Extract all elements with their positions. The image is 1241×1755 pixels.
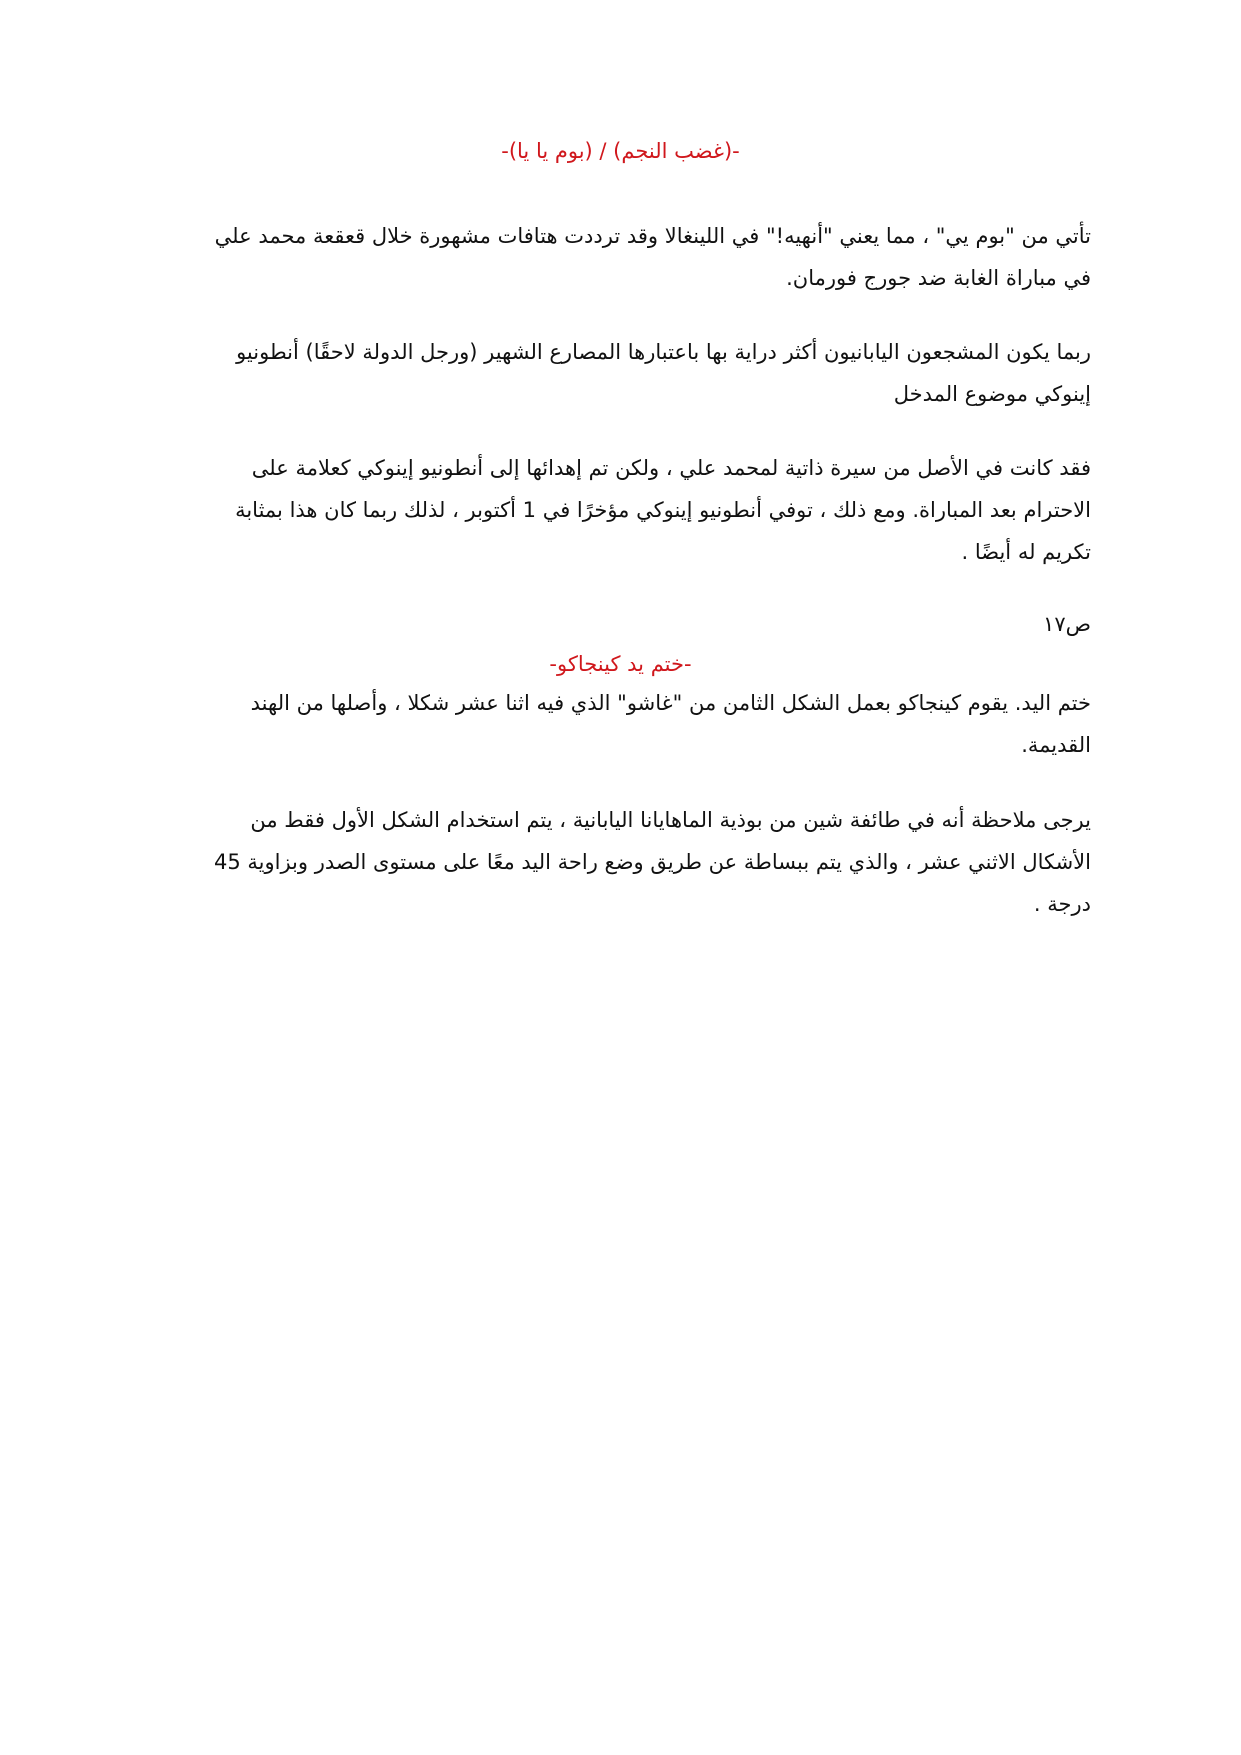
section-heading-kenjaku-seal: -ختم يد كينجاكو- xyxy=(549,652,692,676)
paragraph-line: يرجى ملاحظة أنه في طائفة شين من بوذية الماهايانا اليابانية ، يتم استخدام الشكل الأول فقط من xyxy=(250,808,1091,832)
paragraph-line: تكريم له أيضًا . xyxy=(961,540,1091,564)
paragraph-line: تأتي من "بوم يي" ، مما يعني "أنهيه!" في اللينغالا وقد ترددت هتافات مشهورة خلال قعقعة محمد علي xyxy=(214,224,1091,248)
paragraph-shin-buddhism xyxy=(150,799,1091,925)
paragraph-origin xyxy=(150,215,1091,299)
paragraph-line: ربما يكون المشجعون اليابانيون أكثر دراية بها باعتبارها المصارع الشهير (ورجل الدولة لاحقًا) أنطونيو xyxy=(236,340,1091,364)
paragraph-japanese-fans xyxy=(150,331,1091,415)
page-reference: ص١٧ xyxy=(1043,612,1091,636)
paragraph-line: الاحترام بعد المباراة. ومع ذلك ، توفي أنطونيو إينوكي مؤخرًا في 1 أكتوبر ، لذلك ربما كان هذا بمثابة xyxy=(235,498,1091,522)
paragraph-line: درجة . xyxy=(1033,892,1091,916)
paragraph-line: فقد كانت في الأصل من سيرة ذاتية لمحمد علي ، ولكن تم إهدائها إلى أنطونيو إينوكي كعلامة على xyxy=(251,456,1091,480)
paragraph-hand-seal xyxy=(150,682,1091,766)
paragraph-line: في مباراة الغابة ضد جورج فورمان. xyxy=(786,266,1091,290)
paragraph-line: القديمة. xyxy=(1021,733,1091,757)
paragraph-dedication xyxy=(150,447,1091,573)
section-heading-star-anger: -(غضب النجم) / (بوم يا يا)- xyxy=(501,139,740,163)
paragraph-line: ختم اليد. يقوم كينجاكو بعمل الشكل الثامن من "غاشو" الذي فيه اثنا عشر شكلا ، وأصلها من الهند xyxy=(250,691,1091,715)
paragraph-line: الأشكال الاثني عشر ، والذي يتم ببساطة عن طريق وضع راحة اليد معًا على مستوى الصدر وبزاوية 45 xyxy=(213,850,1091,874)
paragraph-line: إينوكي موضوع المدخل xyxy=(893,382,1091,406)
